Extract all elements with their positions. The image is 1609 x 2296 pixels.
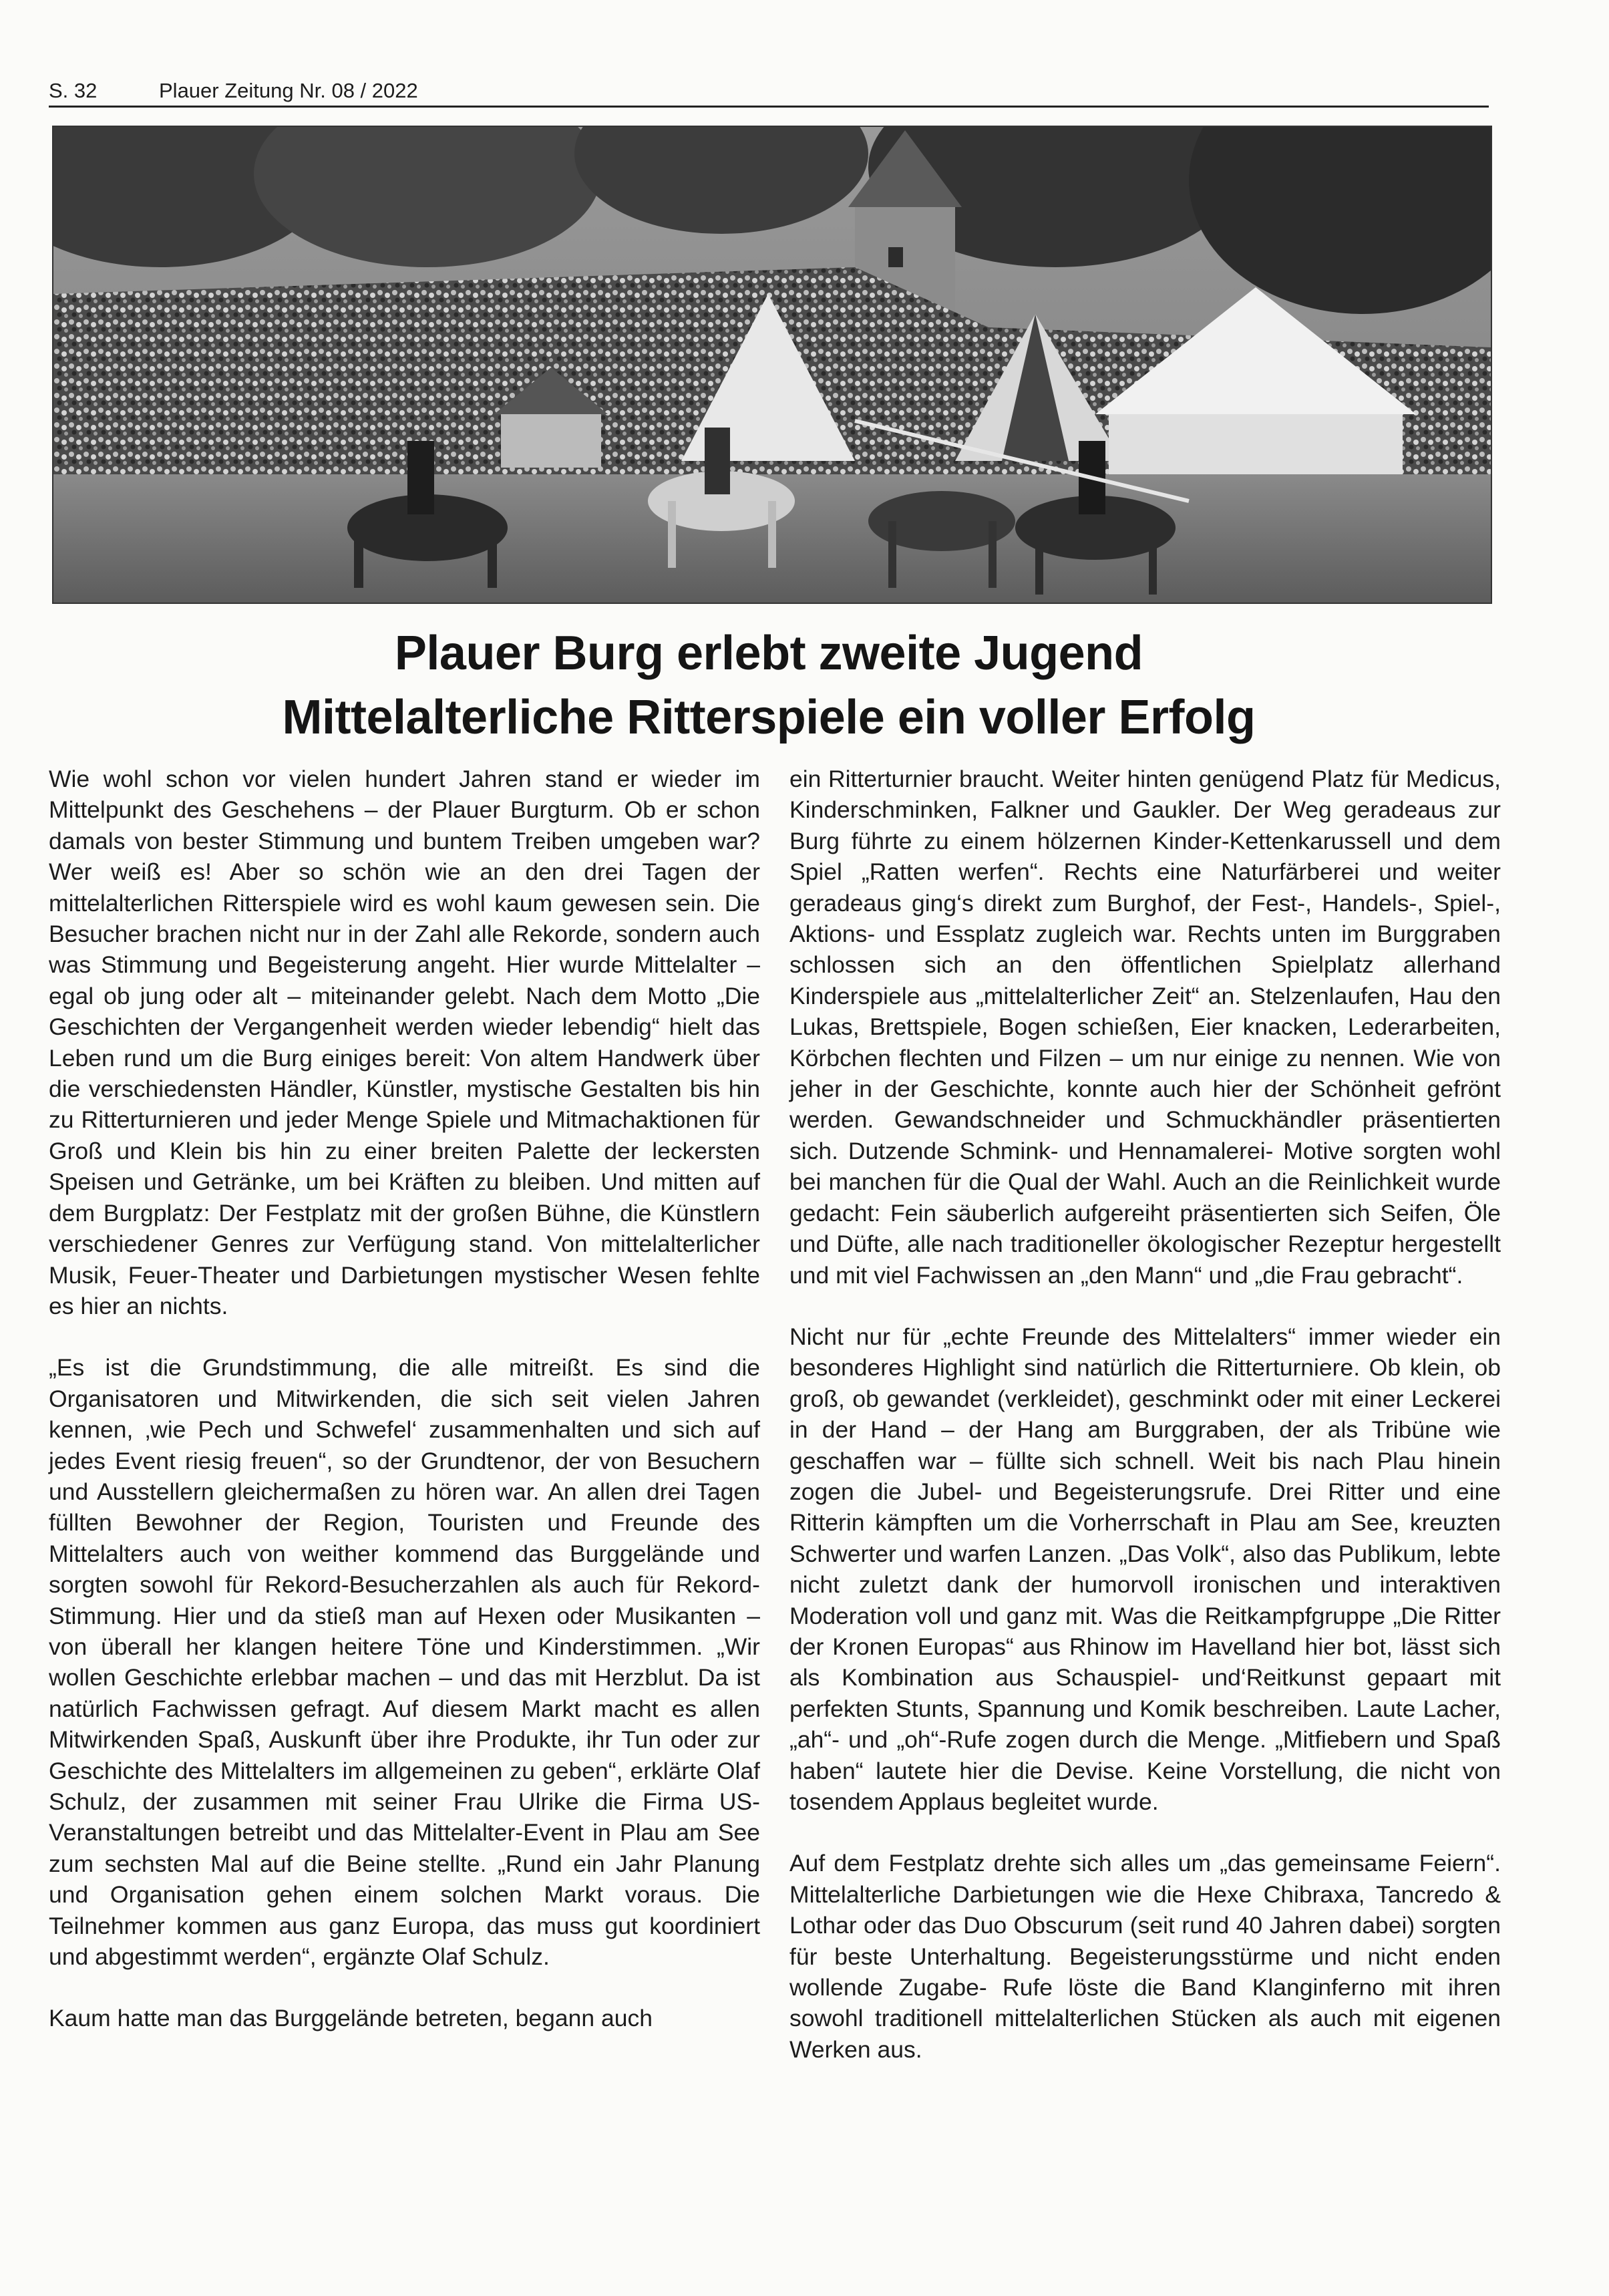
article-photo <box>52 126 1492 604</box>
article-title: Plauer Burg erlebt zweite Jugend <box>394 627 1143 680</box>
photo-knights-tournament-icon <box>53 127 1491 603</box>
paragraph: Nicht nur für „echte Freunde des Mittelalters“ immer wieder ein besonderes Highlight sind natürlich die Ritterturniere. Ob klein, ob groß, ob gewandet (verkleidet), geschminkt oder mit einer Leckerei in der Hand – der Hang am Burggraben, der als Tribüne wie geschaffen war – füllte sich schnell. Weit bis nach Plau hinein zogen die Jubel- und Begeisterungsrufe. Drei Ritter und eine Ritterin kämpften um die Vorherrschaft in Plau am See, kreuzten Schwerter und warfen Lanzen. „Das Volk“, also das Publikum, lebte nicht zuletzt dank der humorvoll ironischen und interaktiven Moderation voll und ganz mit. Was die Reitkampfgruppe „Die Ritter der Kronen Europas“ aus Rhinow im Havelland hier bot, lässt sich als Kombination aus Schauspiel- und‘Reitkunst gepaart mit perfekten Stunts, Spannung und Komik beschreiben. Laute Lacher, „ah“- und „oh“-Rufe zogen durch die Menge. „Mitfiebern und Spaß haben“ lautete hier die Devise. Keine Vorstellung, die nicht von tosendem Applaus begleitet wurde. <box>789 1323 1501 1815</box>
paragraph: Kaum hatte man das Burggelände betreten, begann auch <box>49 2005 653 2032</box>
page-header <box>49 76 1489 108</box>
publication-name: Plauer Zeitung Nr. 08 / 2022 <box>159 79 418 102</box>
paragraph: ein Ritterturnier braucht. Weiter hinten genügend Platz für Medicus, Kinderschminken, Falkner und Gaukler. Der Weg geradeaus zur Burg führte zu einem hölzernen Kinder-Kettenkarussell und dem Spiel „Ratten werfen“. Rechts eine Naturfärberei und weiter geradeaus ging‘s direkt zum Burghof, der Fest-, Handels-, Spiel-, Aktions- und Essplatz zugleich war. Rechts unten im Burggraben schlossen sich an den öffentlichen Spielplatz allerhand Kinderspiele aus „mittelalterlicher Zeit“ an. Stelzenlaufen, Hau den Lukas, Brettspiele, Bogen schießen, Eier knacken, Lederarbeiten, Körbchen flechten und Filzen – um nur einige zu nennen. Wie von jeher in der Geschichte, konnte auch hier der Schönheit gefrönt werden. Gewandschneider und Schmuckhändler präsentierten sich. Dutzende Schmink- und Hennamalerei- Motive sorgten wohl bei manchen für die Qual der Wahl. Auch an die Reinlichkeit wurde gedacht: Fein säuberlich aufgereiht präsentierten sich Seifen, Öle und Düfte, alle nach traditioneller ökologischer Rezeptur hergestellt und mit viel Fachwissen an „den Mann“ und „die Frau gebracht“. <box>789 766 1501 1289</box>
paragraph: „Es ist die Grundstimmung, die alle mitreißt. Es sind die Organisatoren und Mitwirkenden, die sich seit vielen Jahren kennen, ‚wie Pech und Schwefel‘ zusammenhalten und sich auf jedes Event riesig freuen“, so der Grundtenor, der von Besuchern und Ausstellern gleichermaßen zu hören war. An allen drei Tagen füllten Bewohner der Region, Touristen und Freunde des Mittelalters auch von weither kommend das Burggelände und sorgten sowohl für Rekord-Besucherzahlen als auch für Rekord-Stimmung. Hier und da stieß man auf Hexen oder Musikanten – von überall her klangen heitere Töne und Kinderstimmen. „Wir wollen Geschichte erlebbar machen – und das mit Herzblut. Da ist natürlich Fachwissen gefragt. Auf diesem Markt macht es allen Mitwirkenden Spaß, Auskunft über ihre Produkte, ihr Tun oder zur Geschichte des Mittelalters im allgemeinen zu geben“, erklärte Olaf Schulz, der zusammen mit seiner Frau Ulrike die Firma US-Veranstaltungen betreibt und das Mittelalter-Event in Plau am See zum sechsten Mal auf die Beine stellte. „Rund ein Jahr Planung und Organisation gehen einem solchen Markt voraus. Die Teilnehmer kommen aus ganz Europa, das muss gut koordiniert und abgestimmt werden“, ergänzte Olaf Schulz. <box>49 1354 760 1971</box>
article-subtitle: Mittelalterliche Ritterspiele ein voller Erfolg <box>282 691 1256 744</box>
article-headline <box>49 621 1489 750</box>
page-number: S. 32 <box>49 79 98 102</box>
article-column-left <box>49 764 760 2034</box>
paragraph: Auf dem Festplatz drehte sich alles um „das gemeinsame Feiern“. Mittelalterliche Darbietungen wie die Hexe Chibraxa, Tancredo & Lothar oder das Duo Obscurum (seit rund 40 Jahren dabei) sorgten für beste Unterhaltung. Begeisterungsstürme und nicht enden wollende Zugabe- Rufe löste die Band Klanginferno mit ihren sowohl traditionell mittelalterlichen Stücken als auch mit eigenen Werken aus. <box>789 1850 1501 2063</box>
paragraph: Wie wohl schon vor vielen hundert Jahren stand er wieder im Mittelpunkt des Geschehens – der Plauer Burgturm. Ob er schon damals von bester Stimmung und buntem Treiben umgeben war? Wer weiß es! Aber so schön wie an den drei Tagen der mittelalterlichen Ritterspiele wird es wohl kaum gewesen sein. Die Besucher brachen nicht nur in der Zahl alle Rekorde, sondern auch was Stimmung und Begeisterung angeht. Hier wurde Mittelalter – egal ob jung oder alt – miteinander gelebt. Nach dem Motto „Die Geschichten der Vergangenheit werden wieder lebendig“ hielt das Leben rund um die Burg einiges bereit: Von altem Handwerk über die verschiedensten Händler, Künstler, mystische Gestalten bis hin zu Ritterturnieren und jeder Menge Spiele und Mitmachaktionen für Groß und Klein bis hin zu einer breiten Palette der leckersten Speisen und Getränke, um bei Kräften zu bleiben. Und mitten auf dem Burgplatz: Der Festplatz mit der großen Bühne, die Künstlern verschiedener Genres zur Verfügung stand. Von mittelalterlicher Musik, Feuer-Theater und Darbietungen mystischer Wesen fehlte es hier an nichts. <box>49 766 760 1319</box>
article-column-right <box>789 764 1501 2065</box>
